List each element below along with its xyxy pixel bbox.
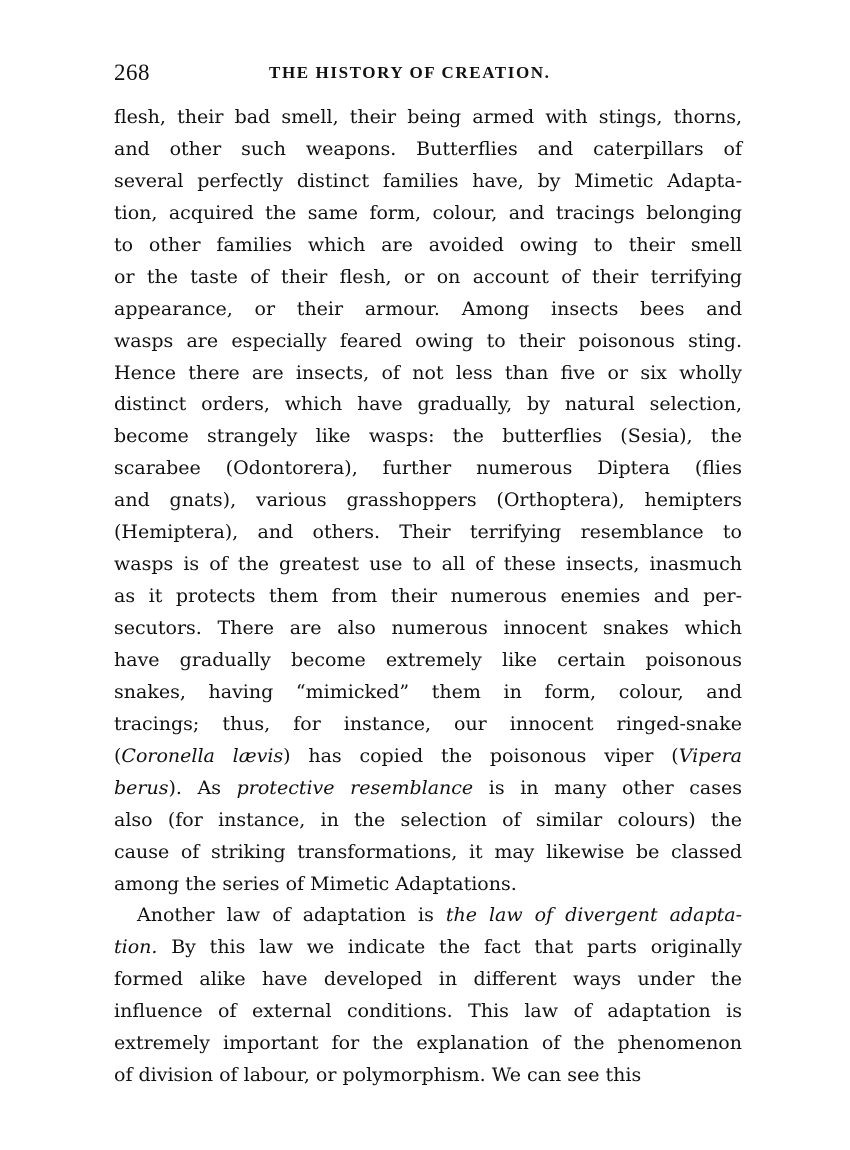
text-line	[114, 932, 742, 964]
text-line	[114, 645, 742, 677]
text-run: ) has copied the poisonous viper (	[283, 744, 679, 767]
text-run: become strangely like wasps: the butterflies (Sesia), the	[114, 425, 742, 448]
text-line	[114, 805, 742, 837]
italic-text: Coronella lævis	[121, 744, 284, 767]
text-run: ). As	[168, 776, 237, 799]
text-run: tion, acquired the same form, colour, and tracings belonging	[114, 201, 742, 224]
text-line	[114, 1028, 742, 1060]
text-run: snakes, having “mimicked” them in form, colour, and	[114, 680, 742, 703]
text-line	[114, 869, 742, 901]
paragraph	[114, 900, 742, 1092]
text-run: scarabee (Odontorera), further numerous Diptera (flies	[114, 457, 742, 480]
text-run: also (for instance, in the selection of similar colours) the	[114, 808, 742, 831]
text-line	[114, 294, 742, 326]
text-line	[114, 996, 742, 1028]
text-run: cause of striking transformations, it may likewise be classed	[114, 840, 742, 863]
text-run: distinct orders, which have gradually, by natural selection,	[114, 393, 742, 416]
text-line	[114, 581, 742, 613]
text-line	[114, 421, 742, 453]
italic-text: protective resemblance	[236, 776, 474, 799]
text-run: (	[114, 744, 122, 767]
text-line	[114, 389, 742, 421]
text-line	[114, 134, 742, 166]
text-run: is in many other cases	[473, 776, 742, 799]
text-line	[114, 773, 742, 805]
text-line	[114, 198, 742, 230]
text-line	[114, 230, 742, 262]
text-run: appearance, or their armour. Among insects bees and	[114, 297, 742, 320]
text-run: to other families which are avoided owing to their smell	[114, 233, 742, 256]
page-header	[114, 60, 740, 88]
text-run: of division of labour, or polymorphism. We can see this	[114, 1064, 642, 1087]
text-line	[114, 485, 742, 517]
text-line	[114, 964, 742, 996]
text-run: Another law of adaptation is	[137, 904, 446, 927]
text-line	[114, 262, 742, 294]
text-line	[114, 677, 742, 709]
running-head: THE HISTORY OF CREATION.	[269, 63, 551, 82]
text-line	[114, 166, 742, 198]
text-line	[114, 741, 742, 773]
text-line	[114, 709, 742, 741]
text-run: (Hemiptera), and others. Their terrifying resemblance to	[114, 521, 742, 544]
italic-text: berus	[114, 776, 169, 799]
text-line	[114, 1060, 742, 1092]
text-run: formed alike have developed in different ways under the	[114, 968, 742, 991]
text-run: By this law we indicate the fact that parts originally	[157, 936, 742, 959]
text-run: as it protects them from their numerous enemies and per-	[114, 585, 742, 608]
text-run: wasps is of the greatest use to all of these insects, inasmuch	[114, 553, 742, 576]
text-line	[114, 453, 742, 485]
text-run: among the series of Mimetic Adaptations.	[114, 872, 517, 895]
text-run: influence of external conditions. This law of adaptation is	[114, 1000, 742, 1023]
text-run: Hence there are insects, of not less than five or six wholly	[114, 361, 742, 384]
text-line	[114, 900, 742, 932]
text-line	[114, 613, 742, 645]
text-line	[114, 837, 742, 869]
text-line	[114, 358, 742, 390]
italic-text: tion.	[114, 936, 158, 959]
text-run: extremely important for the explanation of the phenomenon	[114, 1032, 742, 1055]
text-line	[114, 517, 742, 549]
text-run: secutors. There are also numerous innocent snakes which	[114, 617, 742, 639]
page-number: 268	[114, 60, 150, 85]
body-text	[114, 102, 742, 1092]
text-run: wasps are especially feared owing to their poisonous sting.	[114, 329, 742, 352]
italic-text: Vipera	[678, 744, 742, 767]
italic-text: the law of divergent adapta-	[445, 904, 742, 927]
text-run: tracings; thus, for instance, our innocent ringed-snake	[114, 712, 742, 735]
text-line	[114, 102, 742, 134]
text-run: or the taste of their flesh, or on account of their terrifying	[114, 265, 742, 288]
paragraph	[114, 102, 742, 900]
text-line	[114, 326, 742, 358]
text-run: flesh, their bad smell, their being armed with stings, thorns,	[114, 106, 742, 128]
text-line	[114, 549, 742, 581]
text-run: have gradually become extremely like certain poisonous	[114, 648, 742, 671]
text-run: several perfectly distinct families have, by Mimetic Adapta-	[114, 169, 742, 192]
text-run: and gnats), various grasshoppers (Orthoptera), hemipters	[114, 489, 742, 512]
text-run: and other such weapons. Butterflies and caterpillars of	[114, 137, 742, 160]
